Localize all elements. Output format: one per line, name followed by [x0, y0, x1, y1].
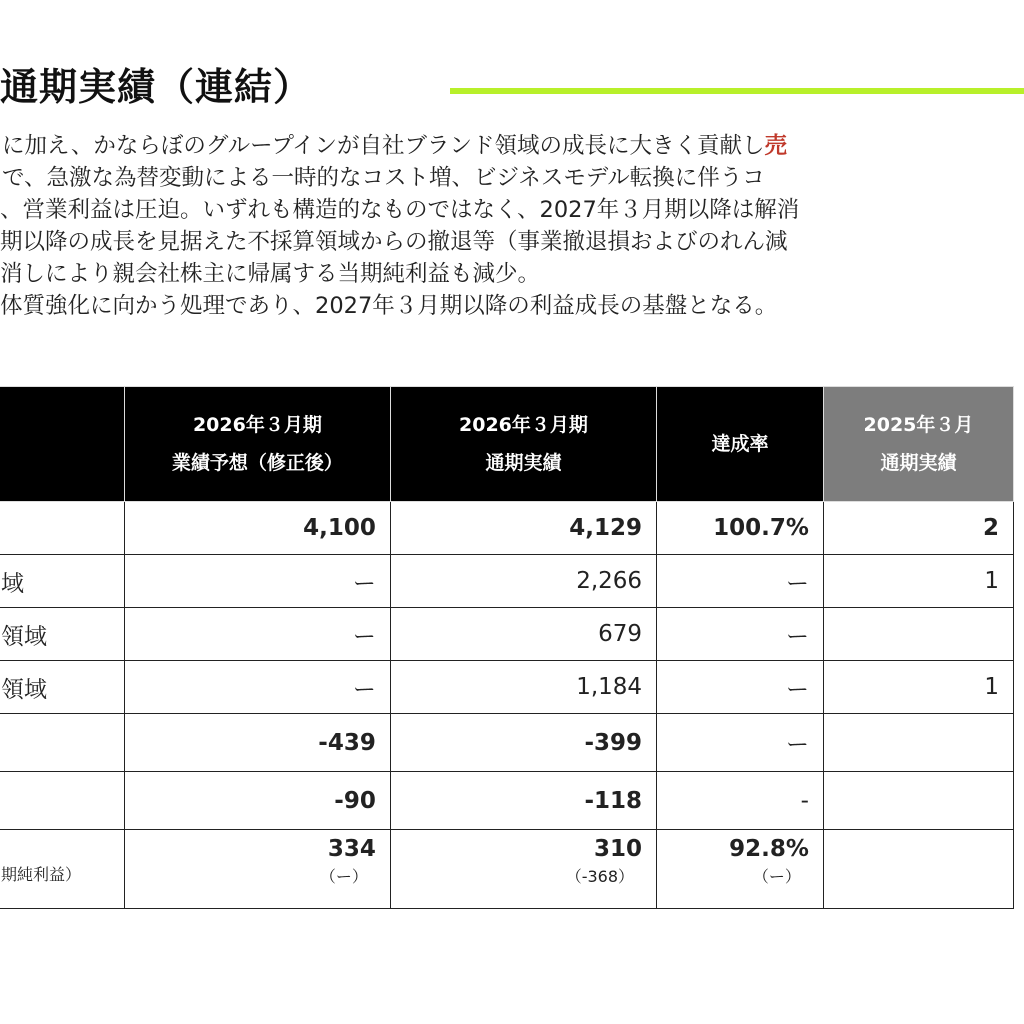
- cell-prev: [823, 772, 1013, 830]
- cell-actual: 310 （-368）: [390, 830, 656, 909]
- cell-rate: ー: [657, 555, 824, 608]
- row-label: [0, 830, 124, 909]
- cell-rate: ー: [657, 608, 824, 661]
- cell-forecast-sub: （ー）: [319, 867, 368, 886]
- cell-rate: -: [657, 772, 824, 830]
- cell-rate: ー: [657, 714, 824, 772]
- summary-line-2: で、急激な為替変動による一時的なコスト増、ビジネスモデル転換に伴うコ: [2, 165, 765, 191]
- summary-line-4: 期以降の成長を見据えた不採算領域からの撤退等（事業撤退損およびのれん減: [0, 229, 788, 255]
- header-prev: 2025年３月 通期実績: [823, 387, 1013, 502]
- cell-rate: ー: [657, 661, 824, 714]
- cell-prev: 1: [823, 661, 1013, 714]
- cell-actual: 1,184: [390, 661, 656, 714]
- row-label: 領域: [0, 608, 124, 661]
- summary-line-3: 、営業利益は圧迫。いずれも構造的なものではなく、2027年３月期以降は解消: [0, 197, 800, 223]
- table-row: [0, 714, 1014, 772]
- row-label: [0, 502, 124, 555]
- header-actual: 2026年３月期 通期実績: [390, 387, 656, 502]
- row-label-sub: 期純利益）: [1, 865, 82, 884]
- summary-line-6: 体質強化に向かう処理であり、2027年３月期以降の利益成長の基盤となる。: [0, 293, 778, 319]
- header-label-cell: [0, 387, 124, 502]
- cell-actual: -399: [390, 714, 656, 772]
- row-label: [0, 772, 124, 830]
- table-row: [0, 502, 1014, 555]
- page-title: 通期実績（連結）: [0, 65, 313, 109]
- cell-actual: -118: [390, 772, 656, 830]
- cell-prev: [823, 608, 1013, 661]
- row-label: 域: [0, 555, 124, 608]
- cell-actual-sub: （-368）: [565, 867, 635, 886]
- summary-highlight: 売: [764, 133, 788, 159]
- header-rate: 達成率: [657, 387, 824, 502]
- summary-text: [0, 130, 1024, 322]
- cell-prev: [823, 830, 1013, 909]
- cell-rate-sub: （ー）: [752, 867, 801, 886]
- table-header-row: [0, 387, 1014, 502]
- summary-line-1: に加え、かならぼのグループインが自社ブランド領域の成長に大きく貢献し売: [2, 133, 788, 159]
- cell-actual: 2,266: [390, 555, 656, 608]
- cell-forecast: -90: [124, 772, 390, 830]
- cell-forecast: ー: [124, 608, 390, 661]
- table-row: [0, 608, 1014, 661]
- row-label: [0, 714, 124, 772]
- cell-rate: 100.7%: [657, 502, 824, 555]
- cell-actual: 679: [390, 608, 656, 661]
- header-forecast: 2026年３月期 業績予想（修正後）: [124, 387, 390, 502]
- summary-line-5: 消しにより親会社株主に帰属する当期純利益も減少。: [0, 261, 541, 287]
- cell-prev: 2: [823, 502, 1013, 555]
- table-row: [0, 661, 1014, 714]
- cell-forecast: ー: [124, 661, 390, 714]
- row-label: 領域: [0, 661, 124, 714]
- results-table: [0, 386, 1014, 909]
- cell-actual: 4,129: [390, 502, 656, 555]
- cell-rate: 92.8% （ー）: [657, 830, 824, 909]
- cell-forecast: ー: [124, 555, 390, 608]
- cell-prev: [823, 714, 1013, 772]
- table-row: [0, 772, 1014, 830]
- cell-forecast: 4,100: [124, 502, 390, 555]
- table-row: [0, 555, 1014, 608]
- table-row: [0, 830, 1014, 909]
- title-accent-line: [450, 88, 1024, 94]
- cell-forecast: -439: [124, 714, 390, 772]
- cell-forecast: 334 （ー）: [124, 830, 390, 909]
- cell-prev: 1: [823, 555, 1013, 608]
